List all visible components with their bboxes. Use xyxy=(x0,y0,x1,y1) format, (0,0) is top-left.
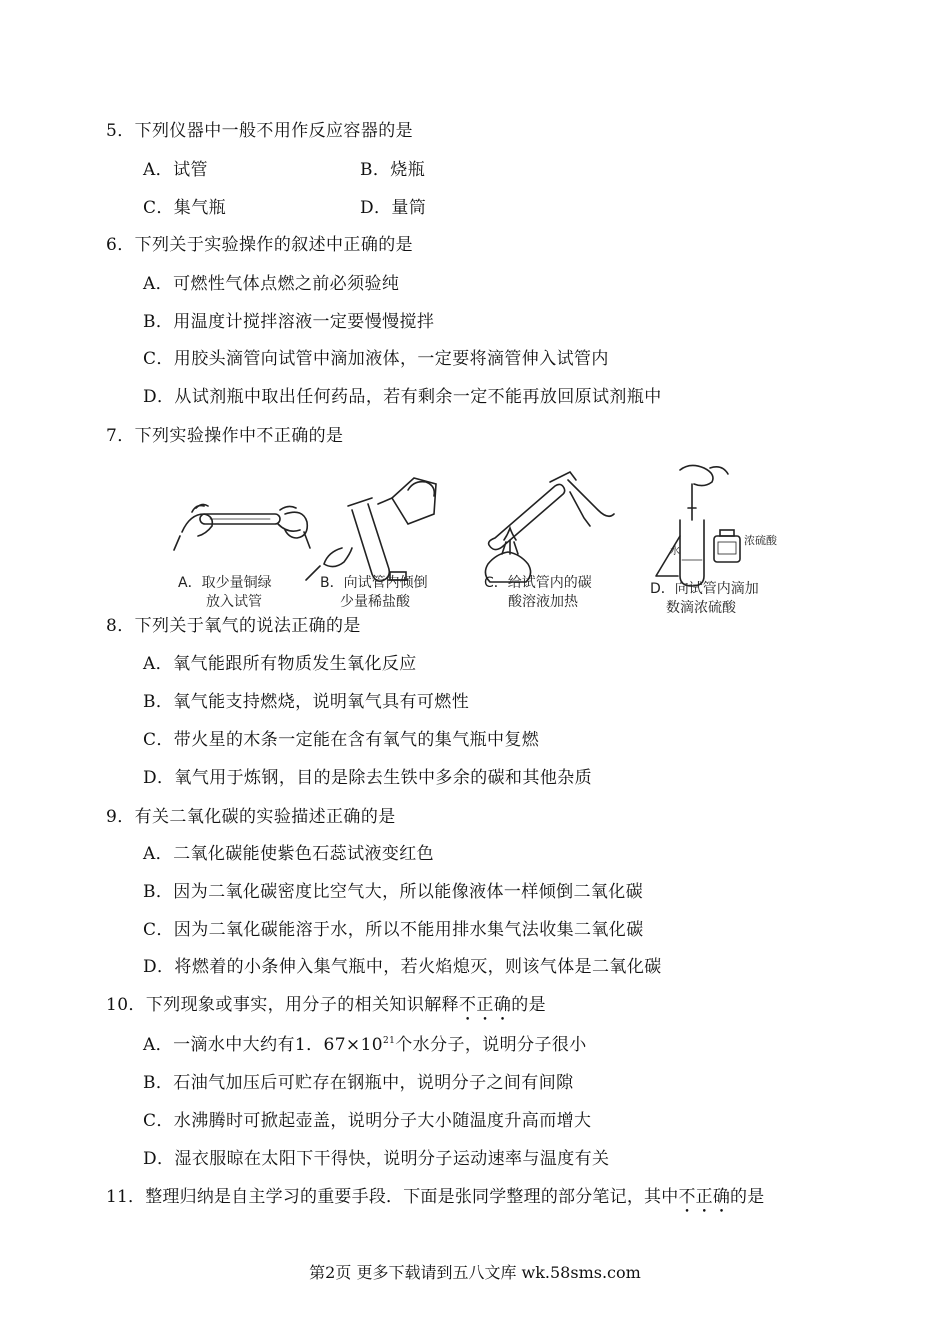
question-5-option-a: A．试管 xyxy=(143,160,208,180)
question-9-stem: 9．有关二氧化碳的实验描述正确的是 xyxy=(106,807,396,827)
illustration-a xyxy=(174,504,310,550)
water-label: 水 xyxy=(670,546,680,557)
question-10-stem xyxy=(106,993,546,1025)
question-9-option-b: B．因为二氧化碳密度比空气大，所以能像液体一样倾倒二氧化碳 xyxy=(143,882,644,902)
question-11-stem-pre: 11．整理归纳是自主学习的重要手段．下面是张同学整理的部分笔记，其中 xyxy=(106,1187,679,1207)
caption-b-line2: 少量稀盐酸 xyxy=(340,594,410,610)
question-10-option-d: D．湿衣服晾在太阳下干得快，说明分子运动速率与温度有关 xyxy=(143,1149,610,1169)
question-5-option-c: C．集气瓶 xyxy=(143,198,227,218)
caption-d-line2: 数滴浓硫酸 xyxy=(666,600,736,616)
question-9-option-c: C．因为二氧化碳能溶于水，所以不能用排水集气法收集二氧化碳 xyxy=(143,920,644,940)
caption-b-line1: B．向试管内倾倒 xyxy=(320,575,428,591)
question-11-stem xyxy=(106,1185,764,1217)
bottle-label: 浓硫酸 xyxy=(744,534,777,547)
question-10-option-b: B．石油气加压后可贮存在钢瓶中，说明分子之间有间隙 xyxy=(143,1073,574,1093)
illustration-d xyxy=(656,465,740,586)
question-10-option-a xyxy=(143,1033,587,1057)
question-8-stem: 8．下列关于氧气的说法正确的是 xyxy=(106,616,361,636)
caption-c-line1: C．给试管内的碳 xyxy=(484,575,592,591)
caption-d-line1: D．向试管内滴加 xyxy=(650,581,759,597)
question-7-stem: 7．下列实验操作中不正确的是 xyxy=(106,426,344,446)
question-8-option-c: C．带火星的木条一定能在含有氧气的集气瓶中复燃 xyxy=(143,730,540,750)
question-6-option-c: C．用胶头滴管向试管中滴加液体，一定要将滴管伸入试管内 xyxy=(143,349,609,369)
question-8-option-b: B．氧气能支持燃烧，说明氧气具有可燃性 xyxy=(143,692,470,712)
question-10-option-a-exponent: 21 xyxy=(383,1036,396,1046)
question-11-stem-post: 的是 xyxy=(730,1187,765,1207)
experiment-figure xyxy=(170,462,790,618)
question-10-stem-post: 的是 xyxy=(511,995,547,1015)
question-6-option-d: D．从试剂瓶中取出任何药品，若有剩余一定不能再放回原试剂瓶中 xyxy=(143,387,662,407)
question-5-option-d: D．量筒 xyxy=(360,198,427,218)
question-10-option-a-post: 个水分子，说明分子很小 xyxy=(395,1035,587,1055)
question-6-stem: 6．下列关于实验操作的叙述中正确的是 xyxy=(106,235,414,255)
question-9-option-d: D．将燃着的小条伸入集气瓶中，若火焰熄灭，则该气体是二氧化碳 xyxy=(143,957,662,977)
illustration-b xyxy=(306,478,436,581)
question-6-option-a: A．可燃性气体点燃之前必须验纯 xyxy=(143,274,400,294)
question-11-emphasis: 不正确 xyxy=(678,1187,731,1207)
question-8-option-a: A．氧气能跟所有物质发生氧化反应 xyxy=(143,654,417,674)
question-10-stem-pre: 10．下列现象或事实，用分子的相关知识解释 xyxy=(106,995,460,1015)
question-5-option-b: B．烧瓶 xyxy=(360,160,426,180)
question-9-option-a: A．二氧化碳能使紫色石蕊试液变红色 xyxy=(143,844,435,864)
question-10-option-a-pre: A．一滴水中大约有1．67×10 xyxy=(143,1035,384,1055)
question-8-option-d: D．氧气用于炼钢，目的是除去生铁中多余的碳和其他杂质 xyxy=(143,768,593,788)
illustration-c xyxy=(485,472,614,582)
page-footer: 第2页 更多下载请到五八文库 wk.58sms.com xyxy=(309,1263,641,1282)
question-10-option-c: C．水沸腾时可掀起壶盖，说明分子大小随温度升高而增大 xyxy=(143,1111,592,1131)
caption-a-line1: A．取少量铜绿 xyxy=(178,575,272,591)
question-10-emphasis: 不正确 xyxy=(459,995,512,1015)
caption-a-line2: 放入试管 xyxy=(206,594,262,610)
question-6-option-b: B．用温度计搅拌溶液一定要慢慢搅拌 xyxy=(143,312,435,332)
question-5-stem: 5．下列仪器中一般不用作反应容器的是 xyxy=(106,121,414,141)
caption-c-line2: 酸溶液加热 xyxy=(508,594,578,610)
